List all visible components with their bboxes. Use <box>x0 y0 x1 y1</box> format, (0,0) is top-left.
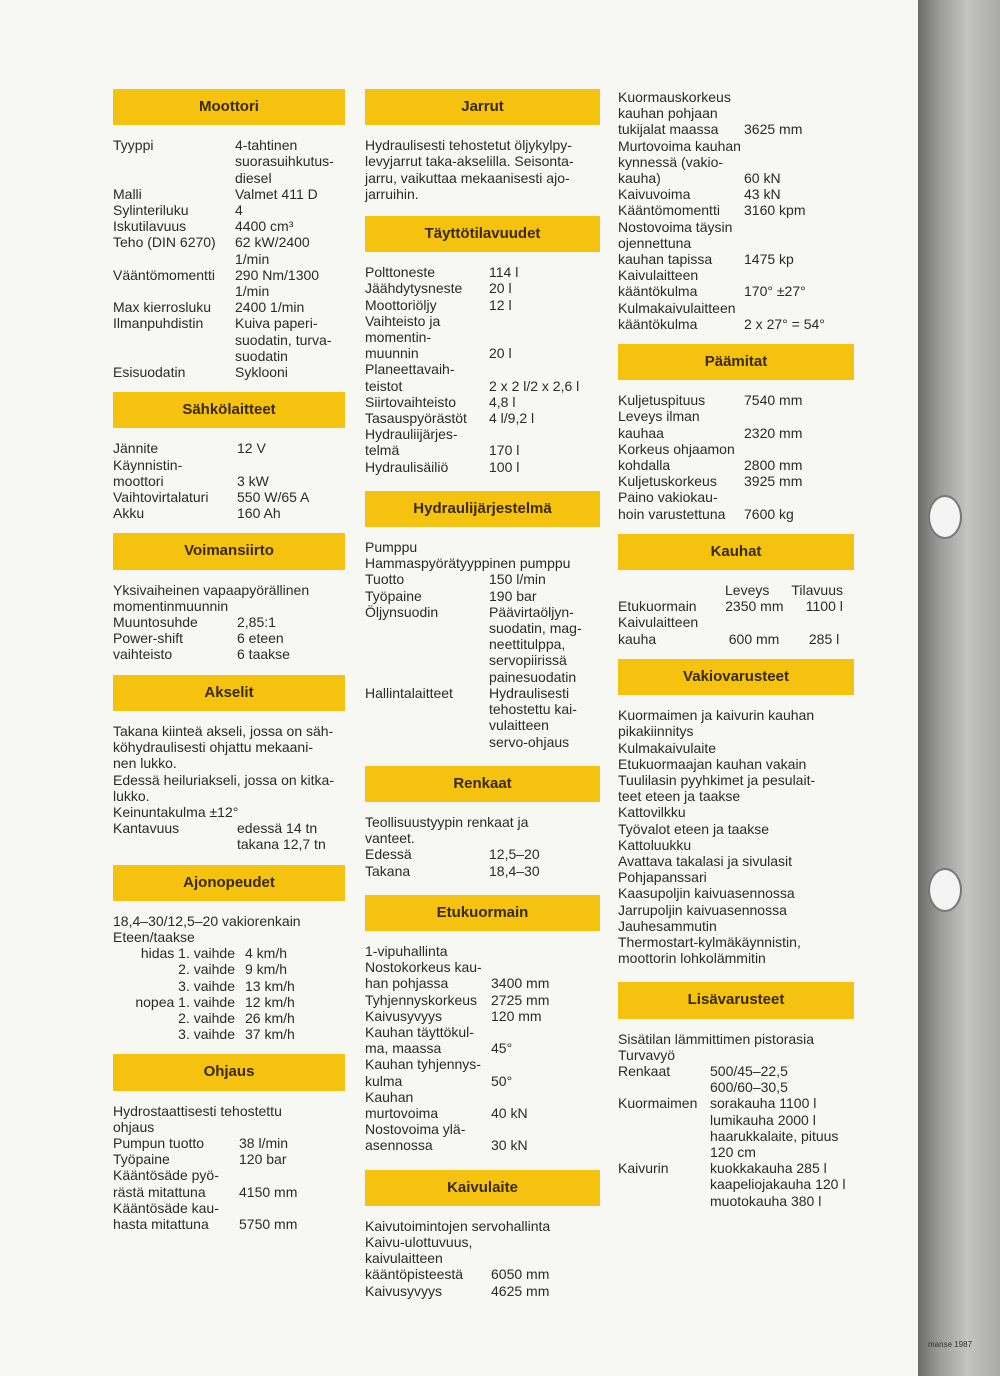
kauha-leveys: 2350 mm <box>725 598 784 615</box>
spec-value: 62 kW/2400 1/min <box>235 234 310 267</box>
spec-row <box>365 1121 600 1153</box>
spec-value: 4 km/h <box>245 945 288 962</box>
spec-label: Moottoriöljy <box>365 296 437 313</box>
spec-label: Kuljetuspituus <box>618 392 706 409</box>
spec-value: 100 l <box>489 458 520 475</box>
spec-value: 6050 mm <box>491 1266 550 1283</box>
spec-row <box>113 218 345 234</box>
spec-row <box>618 1095 854 1160</box>
spec-value: 6 eteen <box>237 630 284 647</box>
spec-label: Kuormaimen <box>618 1095 698 1112</box>
section-text: Takana kiinteä akseli, jossa on säh- köhydraulisesti ohjattu mekaani- nen lukko. Edessä heiluriakseli, jossa on kitka- lukko. Keinuntakulma ±12° <box>113 722 334 820</box>
spec-value: 4150 mm <box>239 1183 298 1200</box>
spec-value: 160 Ah <box>237 505 281 522</box>
section-heading: Voimansiirto <box>113 533 345 569</box>
spec-label: nopea 1. vaihde <box>135 993 235 1010</box>
spec-label: Työpaine <box>113 1151 170 1168</box>
spec-table-renkaat <box>365 846 600 878</box>
spec-label: Tasauspyörästöt <box>365 410 467 427</box>
section-text: Kaivutoimintojen servohallinta Kaivu-ulottuvuus, kaivulaitteen <box>365 1217 551 1267</box>
spec-label: Kääntösäde pyö- rästä mitattuna <box>113 1167 219 1200</box>
spec-value: 30 kN <box>491 1137 528 1154</box>
spec-row <box>365 1089 600 1121</box>
spec-row <box>113 614 345 630</box>
kauha-row <box>618 614 854 646</box>
spec-label: Öljynsuodin <box>365 603 439 620</box>
spec-row <box>365 459 600 475</box>
spec-label: Kuormauskorkeus kauhan pohjaan tukijalat maassa <box>618 89 731 138</box>
spec-value: kuokkakauha 285 l kaapeliojakauha 120 l muotokauha 380 l <box>710 1160 846 1209</box>
spec-row <box>113 961 345 977</box>
spec-table-kaivulaite <box>365 1266 600 1298</box>
spec-row <box>113 1026 345 1042</box>
section-text: Hydraulisesti tehostetut öljykylpy- levyjarrut taka-akselilla. Seisonta- jarru, vaikuttaa mekaanisesti ajo- jarruihin. <box>365 137 574 202</box>
spec-label: Jännite <box>113 440 159 457</box>
spec-row <box>365 1266 600 1282</box>
spec-value: 550 W/65 A <box>237 489 310 506</box>
section-heading: Akselit <box>113 675 345 711</box>
spec-label: Hallintalaitteet <box>365 684 453 701</box>
spec-row <box>113 1167 345 1199</box>
spec-label: Nostovoima täysin ojennettuna kauhan tapissa <box>618 218 733 268</box>
spec-label: Vaihteisto ja momentin- muunnin <box>365 312 441 362</box>
spec-value: 26 km/h <box>245 1009 295 1026</box>
spec-value: 12,5–20 <box>489 846 540 863</box>
section-heading: Moottori <box>113 89 345 125</box>
spec-row <box>365 313 600 362</box>
spec-row <box>365 1008 600 1024</box>
spec-row <box>365 863 600 879</box>
spec-table-tayttotilavuudet <box>365 264 600 475</box>
spec-row <box>113 315 345 364</box>
spec-row <box>113 820 345 852</box>
spec-label: Pumpun tuotto <box>113 1134 205 1151</box>
spec-value: 3 kW <box>237 472 269 489</box>
section-heading: Ohjaus <box>113 1054 345 1090</box>
spec-row <box>113 364 345 380</box>
column-header-leveys: Leveys <box>725 582 770 599</box>
spec-row <box>365 992 600 1008</box>
section-text: Sisätilan lämmittimen pistorasia Turvavyö <box>618 1030 815 1063</box>
spec-label: Kauhan murtovoima <box>365 1088 439 1121</box>
section-heading: Ajonopeudet <box>113 865 345 901</box>
spec-value: Päävirtaöljyn- suodatin, mag- neettitulppa, servopiirissä painesuodatin <box>489 603 582 685</box>
spec-label: Kaivulaitteen kääntökulma <box>618 267 699 300</box>
section-heading: Jarrut <box>365 89 600 125</box>
spec-value: 5750 mm <box>239 1215 298 1232</box>
spec-label: Kauhan tyhjennys- kulma <box>365 1056 481 1089</box>
spec-value: 170° ±27° <box>744 283 806 300</box>
spec-value: 150 l/min <box>489 571 546 588</box>
spec-value: 12 km/h <box>245 993 295 1010</box>
spec-label: Power-shift <box>113 630 184 647</box>
spec-label: 3. vaihde <box>178 1026 235 1043</box>
spec-label: hidas 1. vaihde <box>140 945 235 962</box>
spec-label: Kaivurin <box>618 1160 669 1177</box>
spec-value: 12 V <box>237 440 266 457</box>
spec-label: vaihteisto <box>113 646 173 663</box>
spec-value: 9 km/h <box>245 961 288 978</box>
spec-row <box>365 588 600 604</box>
spec-label: Hydraulisäiliö <box>365 458 449 475</box>
spec-label: Iskutilavuus <box>113 218 187 235</box>
spec-row <box>618 473 854 489</box>
spec-label: Max kierrosluku <box>113 299 212 316</box>
spec-label: Murtovoima kauhan kynnessä (vakio- kauha) <box>618 137 741 187</box>
spec-row <box>365 426 600 458</box>
spec-row <box>113 1151 345 1167</box>
spec-row <box>365 297 600 313</box>
spec-label: Leveys ilman kauhaa <box>618 408 700 441</box>
spec-row <box>618 392 854 408</box>
spec-row <box>113 202 345 218</box>
spec-value: 2800 mm <box>744 457 803 474</box>
section-heading: Päämitat <box>618 344 854 380</box>
spec-row <box>618 186 854 202</box>
spec-value: 13 km/h <box>245 977 295 994</box>
column-3 <box>618 89 854 1209</box>
spec-label: Tuotto <box>365 571 405 588</box>
credit-text: manse 1987 <box>928 1340 973 1349</box>
spec-value: 3400 mm <box>491 975 550 992</box>
spec-label: Nostokorkeus kau- han pohjassa <box>365 959 482 992</box>
column-1 <box>113 89 345 1232</box>
section-heading: Kauhat <box>618 534 854 570</box>
spec-label: Kääntösäde kau- hasta mitattuna <box>113 1199 219 1232</box>
spec-value: 18,4–30 <box>489 862 540 879</box>
spec-value: 4 <box>235 202 243 219</box>
spec-value: Kuiva paperi- suodatin, turva- suodatin <box>235 315 332 364</box>
spec-table-hydrauli <box>365 571 600 749</box>
spec-value: 20 l <box>489 280 512 297</box>
spec-label: 2. vaihde <box>178 1009 235 1026</box>
spec-value: 43 kN <box>744 186 781 203</box>
spec-value: 7540 mm <box>744 392 803 409</box>
spec-row <box>113 440 345 456</box>
spec-label: Kuljetuskorkeus <box>618 473 717 490</box>
spec-row <box>113 1200 345 1232</box>
spec-row <box>618 1063 854 1095</box>
spec-row <box>365 685 600 750</box>
spec-row <box>365 959 600 991</box>
spec-label: Takana <box>365 862 411 879</box>
spec-value: 120 bar <box>239 1151 287 1168</box>
spec-row <box>365 410 600 426</box>
spec-value: 3625 mm <box>744 121 803 138</box>
section-text: 18,4–30/12,5–20 vakiorenkain Eteen/taakse <box>113 912 301 945</box>
section-heading: Kaivulaite <box>365 1170 600 1206</box>
spec-table-voimansiirto <box>113 614 345 663</box>
spec-value: edessä 14 tn takana 12,7 tn <box>237 820 326 853</box>
kauha-row <box>618 598 854 614</box>
spec-value: 1475 kp <box>744 251 794 268</box>
spec-value: 4-tahtinen suorasuihkutus- diesel <box>235 137 334 186</box>
spec-row <box>365 361 600 393</box>
spec-label: Akku <box>113 505 145 522</box>
spec-value: 190 bar <box>489 587 537 604</box>
section-heading: Täyttötilavuudet <box>365 216 600 252</box>
spec-value: 45° <box>491 1040 513 1057</box>
spec-label: Kääntömomentti <box>618 202 720 219</box>
spec-row <box>618 1160 854 1209</box>
spec-row <box>618 441 854 473</box>
spec-row <box>113 234 345 266</box>
spec-table-akselit <box>113 820 345 852</box>
spec-value: 20 l <box>489 345 512 362</box>
spec-label: Hydrauliijärjes- telmä <box>365 426 458 459</box>
section-text: Hydrostaattisesti tehostettu ohjaus <box>113 1102 282 1135</box>
section-text: Yksivaiheinen vapaapyörällinen momentinmuunnin <box>113 581 310 614</box>
spec-row <box>618 219 854 268</box>
spec-row <box>113 994 345 1010</box>
spec-table-lisavarusteet <box>618 1063 854 1209</box>
spec-row <box>113 1010 345 1026</box>
spec-value: 290 Nm/1300 1/min <box>235 266 320 300</box>
kauha-leveys: 600 mm <box>728 630 780 647</box>
spec-row <box>365 280 600 296</box>
spec-value: Hydraulisesti tehostettu kai- vulaitteen servo-ohjaus <box>489 684 577 750</box>
spec-value: Valmet 411 D <box>235 185 318 202</box>
spec-table-ajonopeudet <box>113 945 345 1042</box>
spec-row <box>618 89 854 138</box>
spec-row <box>113 630 345 646</box>
spec-table-sahkolaitteet <box>113 440 345 521</box>
spec-row <box>365 264 600 280</box>
spec-value: 500/45–22,5 600/60–30,5 <box>710 1062 788 1096</box>
spec-label: Teho (DIN 6270) <box>113 234 216 251</box>
spec-row <box>365 394 600 410</box>
spec-table-moottori <box>113 137 345 380</box>
spec-label: Edessä <box>365 846 412 863</box>
spec-label: Jäähdytysneste <box>365 280 463 297</box>
spec-row <box>618 138 854 187</box>
kauha-tilavuus: 285 l <box>808 630 840 647</box>
kauha-name: Kaivulaitteen kauha <box>618 614 699 647</box>
spec-row <box>113 186 345 202</box>
spec-value: 4,8 l <box>489 393 516 410</box>
punch-hole <box>928 495 962 539</box>
spec-label: Muuntosuhde <box>113 614 198 631</box>
spec-label: Nostovoima ylä- asennossa <box>365 1121 466 1154</box>
spec-row <box>113 945 345 961</box>
section-text: Pumppu Hammaspyörätyyppinen pumppu <box>365 539 571 572</box>
spec-row <box>113 299 345 315</box>
spec-label: Vaihtovirtalaturi <box>113 489 209 506</box>
spec-value: 3160 kpm <box>744 202 806 219</box>
spec-label: Sylinteriluku <box>113 202 189 219</box>
spec-table-etukuormain <box>365 959 600 1153</box>
spec-table-ohjaus <box>113 1135 345 1232</box>
spec-row <box>618 202 854 218</box>
spec-value: 3925 mm <box>744 473 803 490</box>
column-header-tilavuus: Tilavuus <box>791 582 843 599</box>
spec-label: Ilmanpuhdistin <box>113 315 204 332</box>
spec-value: 12 l <box>489 296 512 313</box>
spec-value: 40 kN <box>491 1104 528 1121</box>
spec-label: Kauhan täyttökul- ma, maassa <box>365 1023 474 1057</box>
spec-table-paamitat <box>618 392 854 522</box>
spec-value: 38 l/min <box>239 1134 289 1151</box>
spec-row <box>113 1135 345 1151</box>
spec-label: Tyhjennyskorkeus <box>365 991 478 1008</box>
punch-hole <box>928 868 962 912</box>
spec-value: 4625 mm <box>491 1282 550 1299</box>
spec-row <box>618 267 854 299</box>
spec-row <box>113 137 345 186</box>
spec-value: 37 km/h <box>245 1026 295 1043</box>
spec-value: sorakauha 1100 l lumikauha 2000 l haarukkalaite, pituus 120 cm <box>710 1095 839 1160</box>
spec-label: Kaivusyvyys <box>365 1282 443 1299</box>
spec-label: Planeettavaih- teistot <box>365 361 455 394</box>
spec-row <box>113 267 345 299</box>
spec-value: 170 l <box>489 442 520 459</box>
section-heading: Etukuormain <box>365 895 600 931</box>
spec-row <box>113 646 345 662</box>
spec-label: 3. vaihde <box>178 977 235 994</box>
kauhat-header-row <box>618 582 854 598</box>
spec-row <box>365 1283 600 1299</box>
section-heading: Sähkölaitteet <box>113 392 345 428</box>
binder-spine <box>918 0 1000 1376</box>
section-text: 1-vipuhallinta <box>365 942 448 959</box>
spec-label: kääntöpisteestä <box>365 1266 464 1283</box>
section-heading: Hydraulijärjestelmä <box>365 491 600 527</box>
spec-value: 60 kN <box>744 170 781 187</box>
section-heading: Lisävarusteet <box>618 982 854 1018</box>
spec-label: Polttoneste <box>365 264 436 281</box>
spec-value: 2 x 2 l/2 x 2,6 l <box>489 377 580 394</box>
spec-value: 114 l <box>489 264 519 281</box>
spec-value: 2,85:1 <box>237 614 276 631</box>
spec-value: 2725 mm <box>491 991 550 1008</box>
spec-label: Esisuodatin <box>113 364 186 381</box>
kauha-name: Etukuormain <box>618 598 697 615</box>
spec-table-kauhat <box>618 598 854 647</box>
spec-label: Korkeus ohjaamon kohdalla <box>618 440 735 474</box>
spec-label: Tyyppi <box>113 137 154 154</box>
spec-row <box>113 505 345 521</box>
spec-row <box>365 1056 600 1088</box>
spec-row <box>365 846 600 862</box>
spec-row <box>113 457 345 489</box>
spec-label: Renkaat <box>618 1062 671 1079</box>
spec-label: Vääntömomentti <box>113 266 215 283</box>
spec-row <box>365 1024 600 1056</box>
section-text: Kuormaimen ja kaivurin kauhan pikakiinnitys Kulmakaivulaite Etukuormaajan kauhan vakain Tuulilasin pyyhkimet ja pesulait- teet eteen ja taakse Kattovilkku Työvalot eteen ja taakse Kattoluukku Avattava takalasi ja sivulasit Pohjapanssari Kaasupoljin kaivuasennossa Jarrupoljin kaivuasennossa Jauhesammutin Thermostart-kylmäkäynnistin, moottorin lohkolämmitin <box>618 707 816 967</box>
spec-value: 2 x 27° = 54° <box>744 315 825 332</box>
spec-label: Käynnistin- moottori <box>113 456 183 489</box>
spec-label: Kaivuvoima <box>618 186 691 203</box>
spec-label: Kaivusyvyys <box>365 1007 443 1024</box>
spec-value: 4 l/9,2 l <box>489 410 535 427</box>
spec-table-kuormaus <box>618 89 854 332</box>
spec-row <box>113 489 345 505</box>
spec-value: Syklooni <box>235 364 288 381</box>
spec-value: 2400 1/min <box>235 299 305 316</box>
spec-row <box>365 571 600 587</box>
spec-label: Malli <box>113 185 142 202</box>
spec-label: Kulmakaivulaitteen kääntökulma <box>618 299 736 332</box>
spec-value: 2320 mm <box>744 424 803 441</box>
spec-value: 4400 cm³ <box>235 218 294 235</box>
section-heading: Renkaat <box>365 766 600 802</box>
spec-row <box>365 604 600 685</box>
spec-row <box>618 300 854 332</box>
column-2 <box>365 89 600 1299</box>
section-heading: Vakiovarusteet <box>618 659 854 695</box>
spec-label: Kantavuus <box>113 820 180 837</box>
spec-value: 50° <box>491 1072 513 1089</box>
spec-value: 7600 kg <box>744 505 794 522</box>
spec-value: 120 mm <box>491 1007 542 1024</box>
section-text: Teollisuustyypin renkaat ja vanteet. <box>365 813 529 847</box>
spec-value: 6 taakse <box>237 646 290 663</box>
spec-row <box>618 408 854 440</box>
spec-row <box>113 978 345 994</box>
spec-label: Työpaine <box>365 587 422 604</box>
spec-label: Paino vakiokau- hoin varustettuna <box>618 489 726 522</box>
spec-label: Siirtovaihteisto <box>365 393 457 410</box>
spec-row <box>618 489 854 521</box>
spec-label: 2. vaihde <box>178 961 235 978</box>
kauha-tilavuus: 1100 l <box>805 598 843 615</box>
